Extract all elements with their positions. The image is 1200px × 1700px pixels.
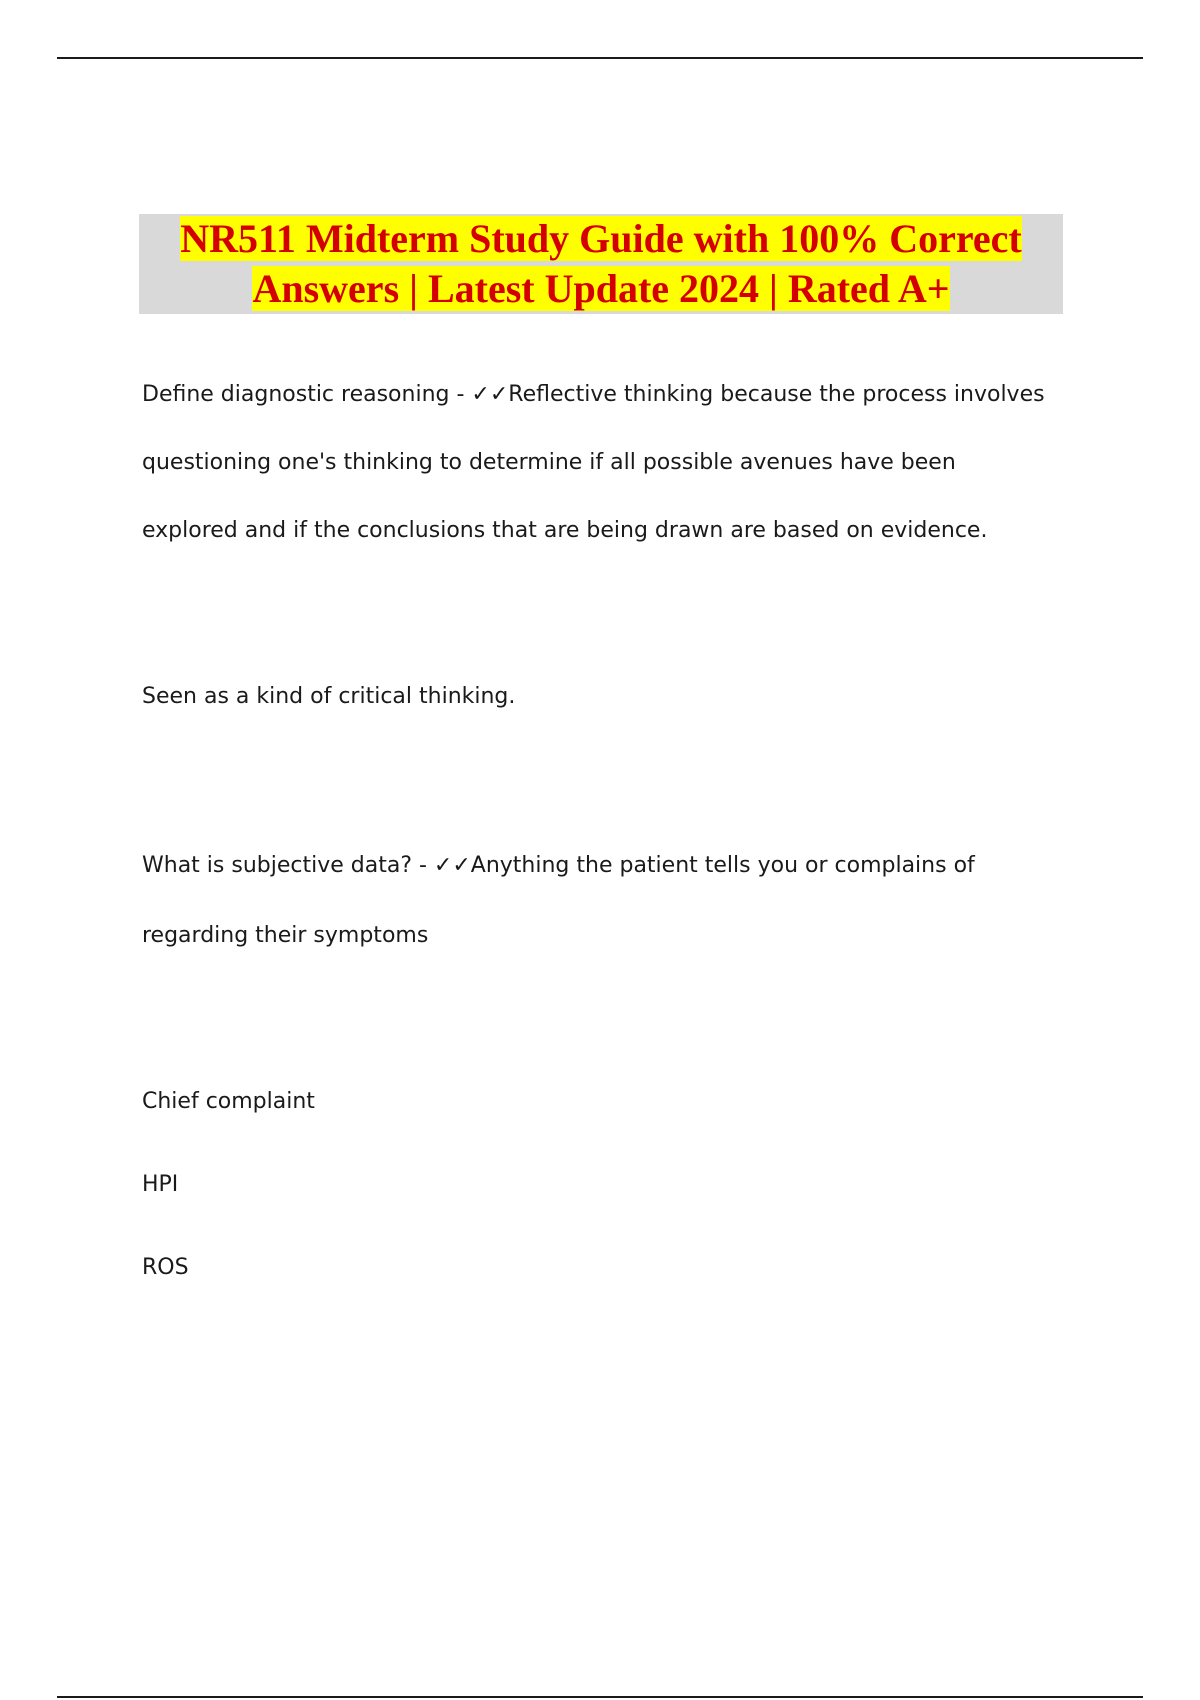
footer-rule — [57, 1696, 1143, 1698]
header-rule — [57, 57, 1143, 59]
title-line-1: NR511 Midterm Study Guide with 100% Correct — [180, 216, 1022, 261]
q1-line-3: explored and if the conclusions that are being drawn are based on evidence. — [142, 518, 988, 543]
list-item-ros: ROS — [142, 1255, 189, 1280]
q2-line-2: regarding their symptoms — [142, 923, 429, 948]
q1-line-2: questioning one's thinking to determine if all possible avenues have been — [142, 450, 956, 475]
document-title — [139, 214, 1063, 314]
q1-line-1: Define diagnostic reasoning - ✓✓Reflective thinking because the process involves — [142, 382, 1045, 407]
list-item-hpi: HPI — [142, 1172, 179, 1197]
q2-line-1: What is subjective data? - ✓✓Anything the patient tells you or complains of — [142, 853, 975, 878]
list-item-chief-complaint: Chief complaint — [142, 1089, 315, 1114]
title-line-2: Answers | Latest Update 2024 | Rated A+ — [252, 266, 950, 311]
q1-extra: Seen as a kind of critical thinking. — [142, 684, 516, 709]
